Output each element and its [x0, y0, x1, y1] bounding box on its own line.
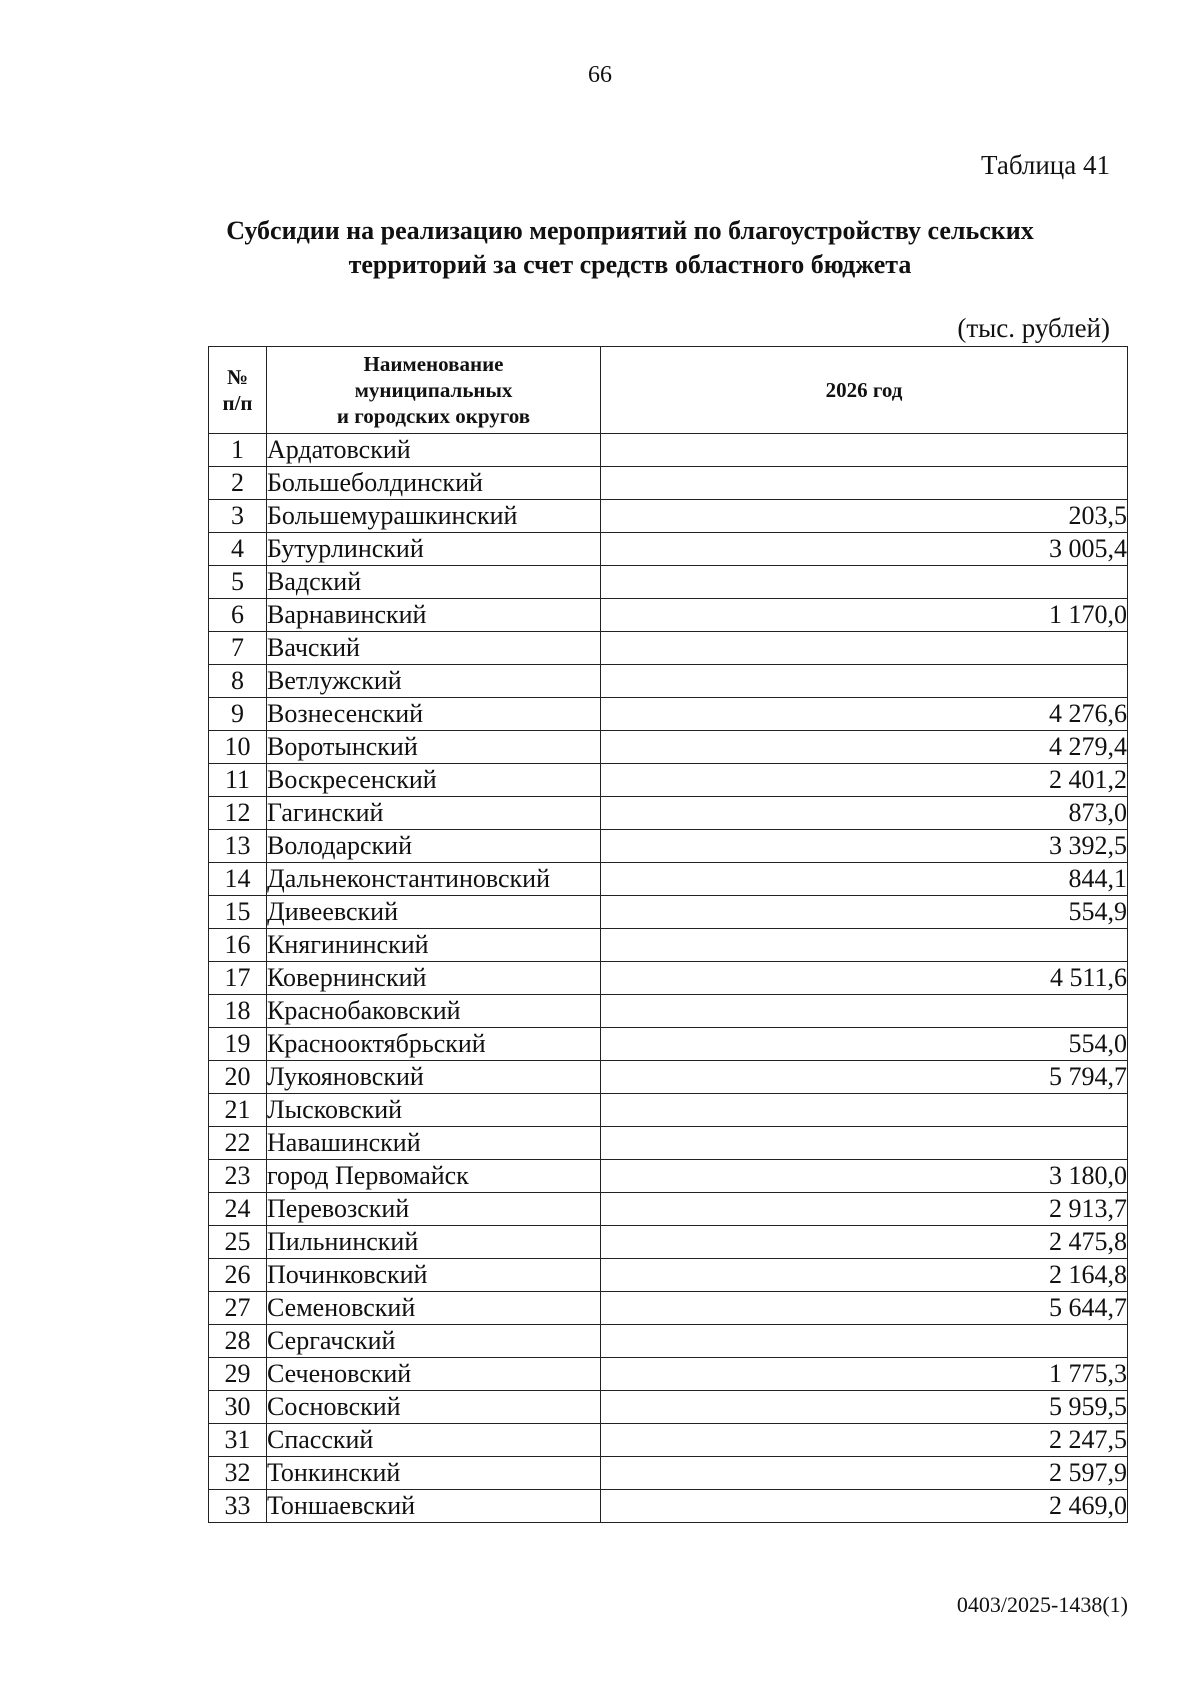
- document-title-line-1: Субсидии на реализацию мероприятий по благоустройству сельских: [226, 216, 1034, 245]
- page-number: 66: [588, 62, 612, 88]
- header-name-line-2: муниципальных: [354, 378, 513, 402]
- table-row: [209, 1193, 1128, 1226]
- table-row: [209, 1127, 1128, 1160]
- row-amount: 5 794,7: [601, 1061, 1128, 1094]
- row-number: 8: [209, 665, 267, 698]
- row-number: 1: [209, 434, 267, 467]
- row-amount: 3 005,4: [601, 533, 1128, 566]
- row-amount: 5 959,5: [601, 1391, 1128, 1424]
- row-number: 13: [209, 830, 267, 863]
- row-amount: 844,1: [601, 863, 1128, 896]
- row-number: 27: [209, 1292, 267, 1325]
- row-municipality: Воскресенский: [267, 764, 601, 797]
- table-row: [209, 500, 1128, 533]
- row-number: 9: [209, 698, 267, 731]
- row-number: 33: [209, 1490, 267, 1523]
- table-row: [209, 896, 1128, 929]
- row-amount: 2 247,5: [601, 1424, 1128, 1457]
- row-municipality: Перевозский: [267, 1193, 601, 1226]
- table-row: [209, 599, 1128, 632]
- row-municipality: Лысковский: [267, 1094, 601, 1127]
- row-number: 18: [209, 995, 267, 1028]
- document-title: [150, 214, 1110, 282]
- header-number-line-1: №: [226, 365, 249, 389]
- table-row: [209, 1325, 1128, 1358]
- units-label: (тыс. рублей): [957, 313, 1110, 343]
- row-municipality: Тонкинский: [267, 1457, 601, 1490]
- row-municipality: Сеченовский: [267, 1358, 601, 1391]
- table-row: [209, 797, 1128, 830]
- table-row: [209, 1424, 1128, 1457]
- row-number: 25: [209, 1226, 267, 1259]
- table-row: [209, 764, 1128, 797]
- document-code: 0403/2025-1438(1): [956, 1592, 1128, 1617]
- table-row: [209, 632, 1128, 665]
- header-number-line-2: п/п: [222, 391, 253, 415]
- row-municipality: Гагинский: [267, 797, 601, 830]
- table-row: [209, 1358, 1128, 1391]
- row-number: 29: [209, 1358, 267, 1391]
- row-number: 12: [209, 797, 267, 830]
- row-amount: [601, 1127, 1128, 1160]
- row-municipality: город Первомайск: [267, 1160, 601, 1193]
- row-municipality: Дивеевский: [267, 896, 601, 929]
- row-number: 28: [209, 1325, 267, 1358]
- row-amount: 5 644,7: [601, 1292, 1128, 1325]
- row-number: 19: [209, 1028, 267, 1061]
- row-amount: 203,5: [601, 500, 1128, 533]
- table-row: [209, 533, 1128, 566]
- row-number: 17: [209, 962, 267, 995]
- table-row: [209, 995, 1128, 1028]
- row-number: 30: [209, 1391, 267, 1424]
- row-amount: [601, 566, 1128, 599]
- table-row: [209, 731, 1128, 764]
- header-name-line-1: Наименование: [363, 352, 504, 376]
- subsidy-table: [208, 346, 1128, 1523]
- row-municipality: Навашинский: [267, 1127, 601, 1160]
- row-municipality: Вознесенский: [267, 698, 601, 731]
- header-number: [209, 347, 267, 434]
- table-row: [209, 1061, 1128, 1094]
- table-row: [209, 665, 1128, 698]
- row-municipality: Ковернинский: [267, 962, 601, 995]
- row-amount: 2 913,7: [601, 1193, 1128, 1226]
- row-amount: 554,0: [601, 1028, 1128, 1061]
- row-municipality: Дальнеконстантиновский: [267, 863, 601, 896]
- row-municipality: Лукояновский: [267, 1061, 601, 1094]
- row-municipality: Большеболдинский: [267, 467, 601, 500]
- row-municipality: Сосновский: [267, 1391, 601, 1424]
- table-header-row: [209, 347, 1128, 434]
- row-amount: 4 276,6: [601, 698, 1128, 731]
- row-number: 20: [209, 1061, 267, 1094]
- row-amount: 554,9: [601, 896, 1128, 929]
- table-row: [209, 1391, 1128, 1424]
- row-amount: 2 597,9: [601, 1457, 1128, 1490]
- table-row: [209, 830, 1128, 863]
- row-municipality: Тоншаевский: [267, 1490, 601, 1523]
- row-amount: 4 511,6: [601, 962, 1128, 995]
- row-number: 3: [209, 500, 267, 533]
- row-municipality: Сергачский: [267, 1325, 601, 1358]
- row-amount: [601, 995, 1128, 1028]
- table-row: [209, 1292, 1128, 1325]
- row-number: 24: [209, 1193, 267, 1226]
- row-amount: 1 170,0: [601, 599, 1128, 632]
- row-municipality: Спасский: [267, 1424, 601, 1457]
- row-number: 32: [209, 1457, 267, 1490]
- row-number: 4: [209, 533, 267, 566]
- table-row: [209, 698, 1128, 731]
- row-amount: [601, 929, 1128, 962]
- header-name: [267, 347, 601, 434]
- row-municipality: Краснооктябрьский: [267, 1028, 601, 1061]
- row-municipality: Володарский: [267, 830, 601, 863]
- row-number: 21: [209, 1094, 267, 1127]
- table-row: [209, 434, 1128, 467]
- table-row: [209, 929, 1128, 962]
- row-amount: [601, 1094, 1128, 1127]
- table-row: [209, 1490, 1128, 1523]
- row-municipality: Воротынский: [267, 731, 601, 764]
- row-municipality: Большемурашкинский: [267, 500, 601, 533]
- row-amount: [601, 665, 1128, 698]
- row-number: 16: [209, 929, 267, 962]
- row-municipality: Вачский: [267, 632, 601, 665]
- row-amount: [601, 467, 1128, 500]
- row-number: 6: [209, 599, 267, 632]
- row-number: 14: [209, 863, 267, 896]
- row-amount: [601, 434, 1128, 467]
- table-row: [209, 467, 1128, 500]
- row-amount: 873,0: [601, 797, 1128, 830]
- table-body: [209, 434, 1128, 1523]
- row-number: 11: [209, 764, 267, 797]
- table-label: Таблица 41: [981, 150, 1110, 180]
- row-municipality: Краснобаковский: [267, 995, 601, 1028]
- row-number: 26: [209, 1259, 267, 1292]
- row-number: 7: [209, 632, 267, 665]
- table-row: [209, 1028, 1128, 1061]
- row-amount: 3 392,5: [601, 830, 1128, 863]
- document-title-line-2: территорий за счет средств областного бюджета: [348, 250, 912, 279]
- row-municipality: Ветлужский: [267, 665, 601, 698]
- header-year: 2026 год: [601, 347, 1128, 434]
- table-row: [209, 962, 1128, 995]
- row-number: 31: [209, 1424, 267, 1457]
- row-amount: 2 475,8: [601, 1226, 1128, 1259]
- row-amount: 1 775,3: [601, 1358, 1128, 1391]
- row-municipality: Семеновский: [267, 1292, 601, 1325]
- row-amount: 2 469,0: [601, 1490, 1128, 1523]
- row-municipality: Бутурлинский: [267, 533, 601, 566]
- table-row: [209, 1259, 1128, 1292]
- row-amount: [601, 1325, 1128, 1358]
- table-row: [209, 1160, 1128, 1193]
- row-number: 23: [209, 1160, 267, 1193]
- row-municipality: Княгининский: [267, 929, 601, 962]
- row-amount: 4 279,4: [601, 731, 1128, 764]
- header-name-line-3: и городских округов: [336, 404, 531, 428]
- row-number: 2: [209, 467, 267, 500]
- row-number: 5: [209, 566, 267, 599]
- row-amount: 2 164,8: [601, 1259, 1128, 1292]
- row-municipality: Вадский: [267, 566, 601, 599]
- row-municipality: Пильнинский: [267, 1226, 601, 1259]
- row-number: 10: [209, 731, 267, 764]
- row-amount: 2 401,2: [601, 764, 1128, 797]
- row-municipality: Варнавинский: [267, 599, 601, 632]
- row-municipality: Ардатовский: [267, 434, 601, 467]
- row-amount: [601, 632, 1128, 665]
- row-number: 22: [209, 1127, 267, 1160]
- row-number: 15: [209, 896, 267, 929]
- table-row: [209, 1094, 1128, 1127]
- row-municipality: Починковский: [267, 1259, 601, 1292]
- table-row: [209, 1226, 1128, 1259]
- table-row: [209, 863, 1128, 896]
- table-row: [209, 1457, 1128, 1490]
- table-row: [209, 566, 1128, 599]
- row-amount: 3 180,0: [601, 1160, 1128, 1193]
